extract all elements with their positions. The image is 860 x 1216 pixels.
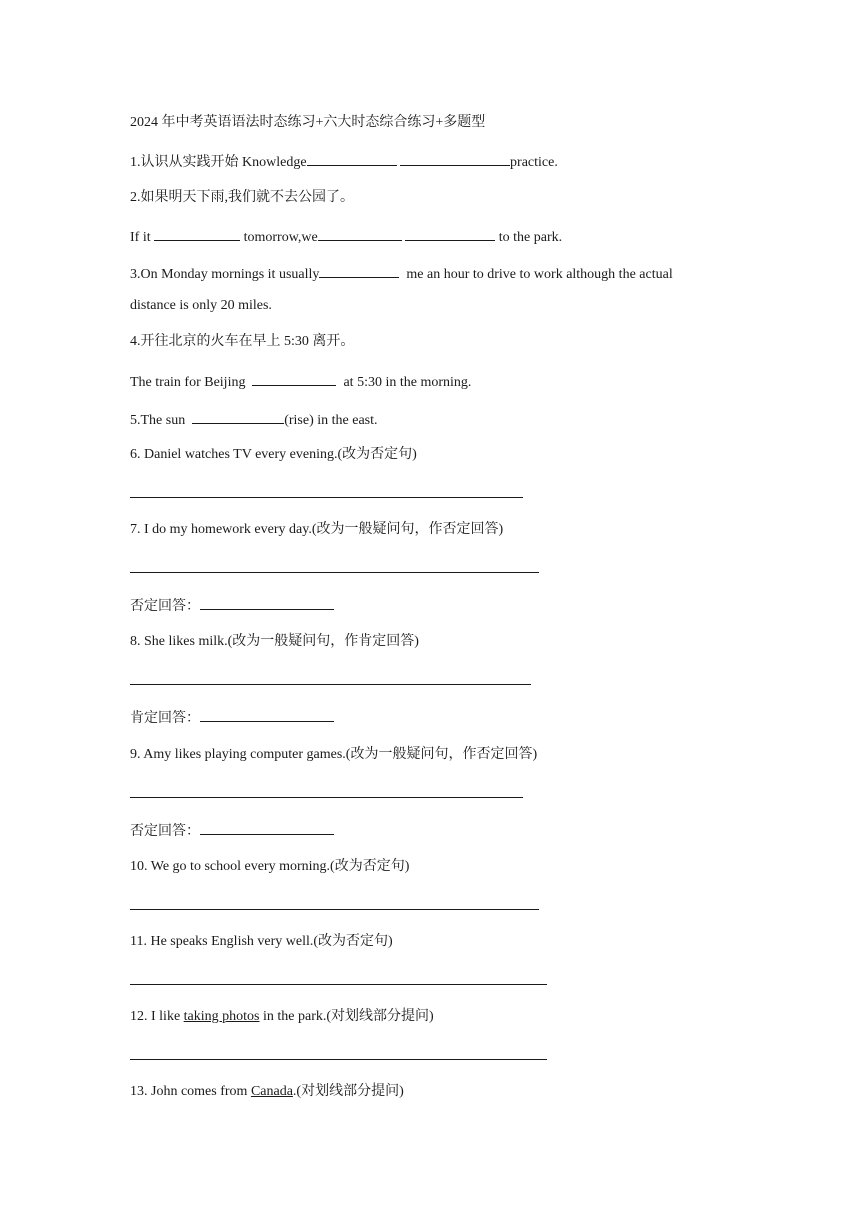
question-12 (130, 1008, 434, 1026)
question-2-chinese: 2.如果明天下雨,我们就不去公园了。 (130, 190, 354, 205)
question-2-part-a: If it (130, 230, 151, 245)
answer-line-8[interactable] (130, 684, 531, 685)
answer-line-10[interactable] (130, 909, 539, 910)
question-3-line-2: distance is only 20 miles. (130, 298, 272, 313)
answer-row-7 (130, 595, 334, 616)
question-2-part-c: to the park. (498, 230, 563, 245)
question-5-part-b: (rise) in the east. (284, 413, 378, 428)
question-13-underlined: Canada (250, 1084, 293, 1099)
answer-blank-7[interactable] (200, 595, 334, 610)
question-2 (130, 226, 562, 247)
blank-5[interactable] (192, 409, 284, 424)
question-6: 6. Daniel watches TV every evening.(改为否定句) (130, 447, 417, 462)
answer-line-9[interactable] (130, 797, 523, 798)
question-3 (130, 263, 673, 284)
blank-2a[interactable] (154, 226, 240, 241)
answer-row-9 (130, 820, 334, 841)
question-5-part-a: 5.The sun (130, 413, 186, 428)
answer-line-12[interactable] (130, 1059, 547, 1060)
question-12-underlined: taking photos (183, 1009, 260, 1024)
question-13-part-b: .(对划线部分提问) (292, 1084, 404, 1099)
blank-2c[interactable] (405, 226, 495, 241)
question-4-part-a: The train for Beijing (130, 375, 246, 390)
question-1-end: practice. (510, 155, 558, 170)
question-3-part-b: me an hour to drive to work although the actual (406, 267, 673, 282)
worksheet-title: 2024 年中考英语语法时态练习+六大时态综合练习+多题型 (130, 115, 486, 130)
blank-3[interactable] (319, 263, 399, 278)
question-1 (130, 151, 558, 172)
blank-1b[interactable] (400, 151, 510, 166)
question-4-chinese: 4.开往北京的火车在早上 5:30 离开。 (130, 334, 355, 349)
answer-row-8 (130, 707, 334, 728)
answer-line-11[interactable] (130, 984, 547, 985)
negative-answer-label: 否定回答： (130, 824, 200, 839)
question-8: 8. She likes milk.(改为一般疑问句，作肯定回答) (130, 634, 419, 649)
answer-blank-9[interactable] (200, 820, 334, 835)
question-12-part-b: in the park.(对划线部分提问) (263, 1009, 434, 1024)
answer-blank-8[interactable] (200, 707, 334, 722)
answer-line-6[interactable] (130, 497, 523, 498)
question-2-part-b: tomorrow,we (243, 230, 318, 245)
positive-answer-label: 肯定回答： (130, 711, 200, 726)
question-13-part-a: 13. John comes from (130, 1084, 248, 1099)
question-3-part-a: 3.On Monday mornings it usually (130, 267, 320, 282)
blank-2b[interactable] (318, 226, 402, 241)
question-7: 7. I do my homework every day.(改为一般疑问句，作否定回答) (130, 522, 504, 537)
blank-1a[interactable] (307, 151, 397, 166)
question-13 (130, 1083, 404, 1101)
question-10: 10. We go to school every morning.(改为否定句) (130, 859, 410, 874)
question-11: 11. He speaks English very well.(改为否定句) (130, 934, 393, 949)
answer-line-7[interactable] (130, 572, 539, 573)
question-12-part-a: 12. I like (130, 1009, 181, 1024)
question-4 (130, 371, 471, 392)
negative-answer-label: 否定回答： (130, 599, 200, 614)
question-9: 9. Amy likes playing computer games.(改为一般疑问句，作否定回答) (130, 747, 538, 762)
blank-4[interactable] (252, 371, 336, 386)
question-4-part-b: at 5:30 in the morning. (343, 375, 472, 390)
question-1-text: 1.认识从实践开始 Knowledge (130, 155, 307, 170)
question-5 (130, 409, 378, 430)
